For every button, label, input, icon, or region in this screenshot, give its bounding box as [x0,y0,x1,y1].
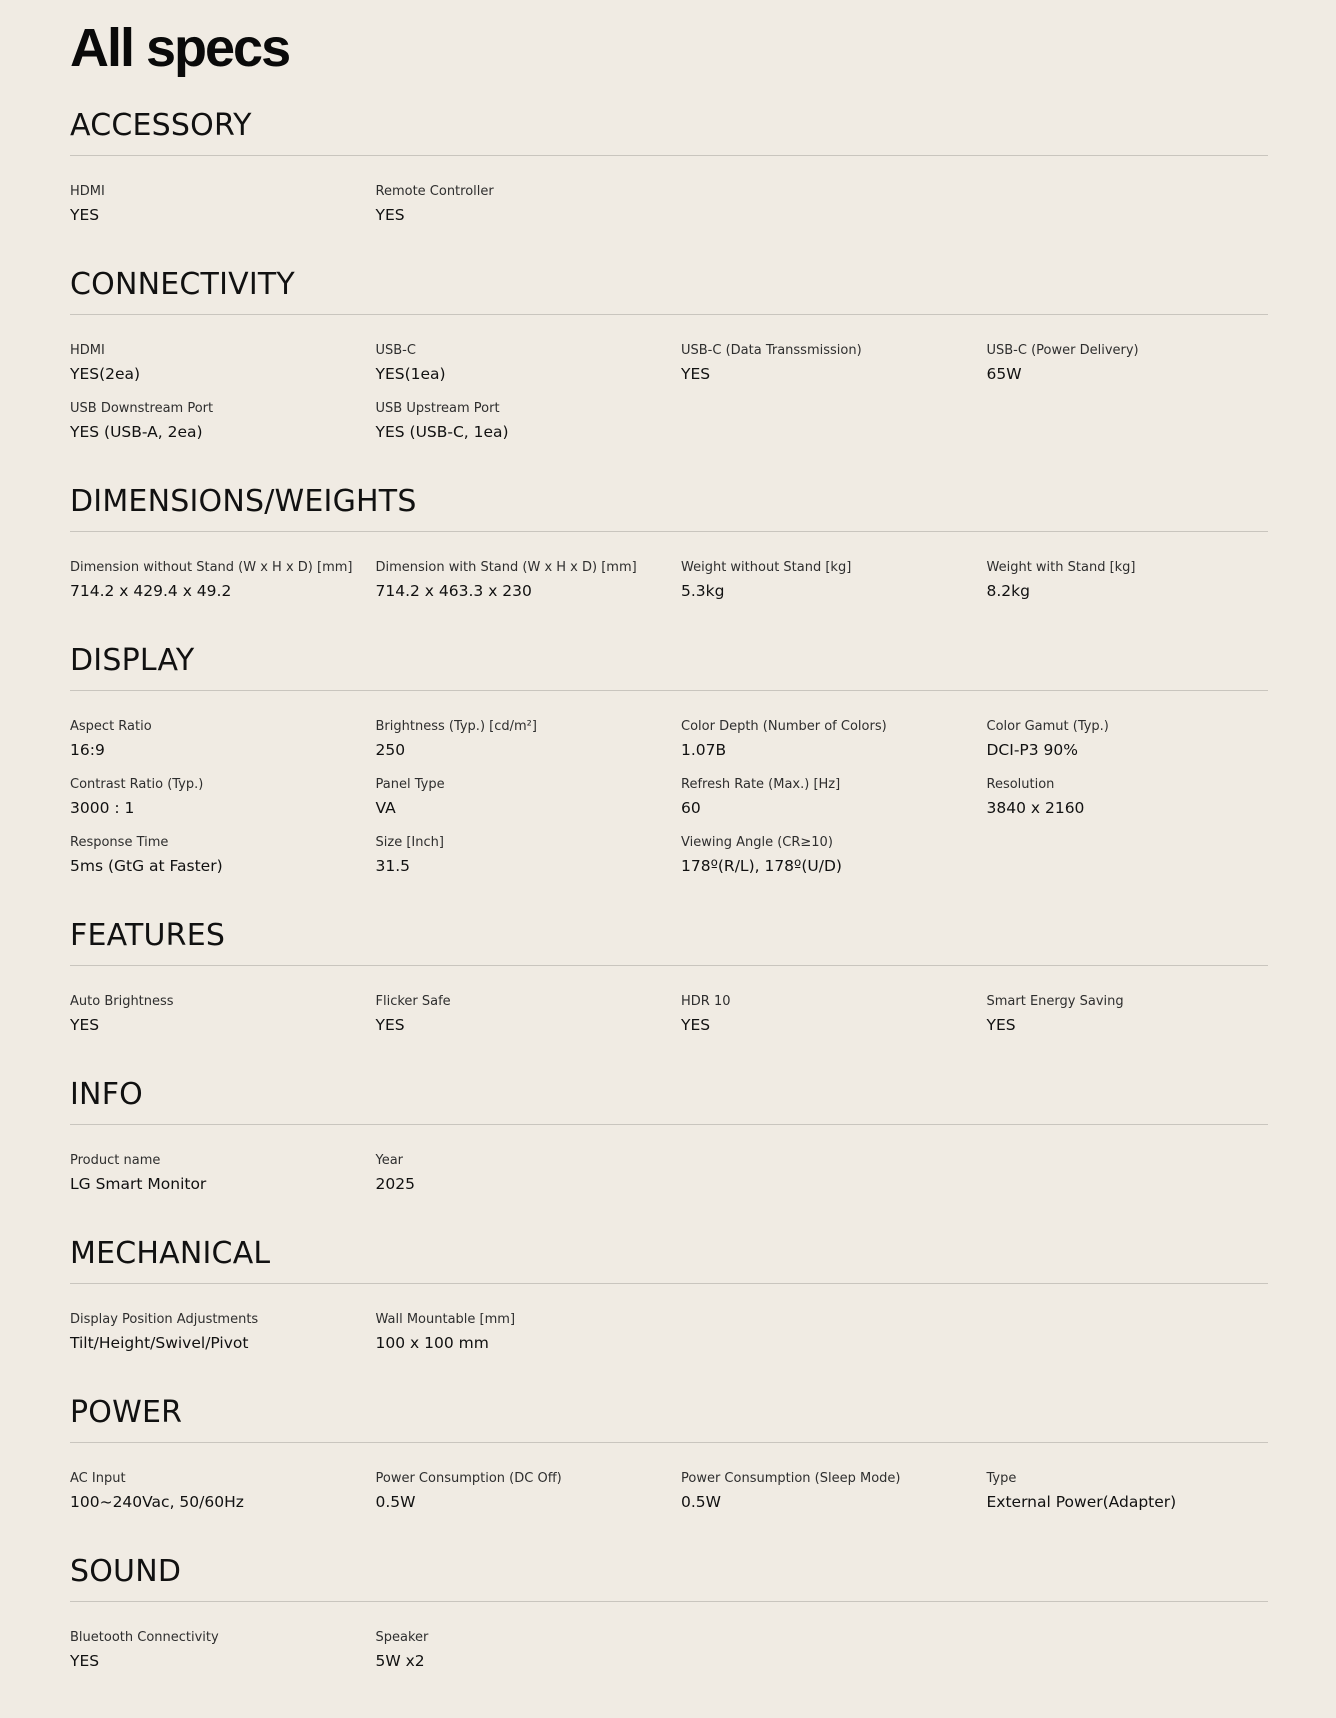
spec-value: 714.2 x 429.4 x 49.2 [70,582,232,600]
spec-label: Smart Energy Saving [986,994,1124,1009]
spec-item [376,559,682,601]
spec-label: Brightness (Typ.) [cd/m²] [375,719,537,734]
spec-value: YES [70,1652,100,1670]
spec-value: 0.5W [681,1493,721,1511]
section-divider [70,531,1268,532]
spec-item [376,400,682,442]
spec-item [987,776,1269,818]
section-title: DIMENSIONS/WEIGHTS [70,484,417,519]
spec-label: USB Downstream Port [70,401,214,416]
spec-item [987,718,1269,760]
spec-item [70,718,376,760]
spec-grid [70,993,1268,1035]
page-title: All specs [70,18,290,78]
spec-value: 1.07B [681,741,727,759]
spec-label: Response Time [70,835,169,850]
spec-value: VA [375,799,396,817]
spec-item [376,342,682,384]
spec-label: Refresh Rate (Max.) [Hz] [681,777,841,792]
section-divider [70,1442,1268,1443]
spec-value: YES [681,365,711,383]
spec-label: Product name [70,1153,161,1168]
spec-value: 3000 : 1 [70,799,135,817]
spec-value: 100~240Vac, 50/60Hz [70,1493,244,1511]
spec-item [681,718,987,760]
spec-item [70,559,376,601]
spec-label: Year [375,1153,404,1168]
spec-grid [70,342,1268,442]
spec-label: Remote Controller [375,184,494,199]
spec-label: Resolution [986,777,1055,792]
spec-section-mechanical [70,1234,1268,1353]
spec-item [70,776,376,818]
spec-item [376,776,682,818]
spec-item [70,342,376,384]
section-title: FEATURES [70,918,226,953]
spec-value: LG Smart Monitor [70,1175,207,1193]
spec-item [376,1629,682,1671]
section-title: DISPLAY [70,643,195,678]
section-divider [70,155,1268,156]
spec-item [376,718,682,760]
spec-value: 178º(R/L), 178º(U/D) [681,857,842,875]
section-divider [70,965,1268,966]
spec-value: YES (USB-A, 2ea) [70,423,203,441]
spec-item [681,834,987,876]
spec-value: YES [375,1016,405,1034]
section-divider [70,314,1268,315]
spec-value: 100 x 100 mm [375,1334,489,1352]
spec-item [987,1470,1269,1512]
section-title: CONNECTIVITY [70,267,295,302]
spec-section-info [70,1075,1268,1194]
spec-value: YES [986,1016,1016,1034]
spec-label: Color Gamut (Typ.) [986,719,1109,734]
spec-item [70,834,376,876]
spec-item [987,559,1269,601]
spec-label: Color Depth (Number of Colors) [681,719,887,734]
spec-value: 3840 x 2160 [986,799,1085,817]
spec-label: Weight with Stand [kg] [986,560,1136,575]
spec-item [987,993,1269,1035]
spec-value: 5ms (GtG at Faster) [70,857,223,875]
spec-grid [70,559,1268,601]
spec-label: Display Position Adjustments [70,1312,259,1327]
spec-item [70,993,376,1035]
spec-label: Type [986,1471,1017,1486]
spec-label: USB-C (Power Delivery) [986,343,1139,358]
spec-value: 31.5 [375,857,411,875]
spec-item [70,1311,376,1353]
section-divider [70,1124,1268,1125]
spec-section-accessory [70,106,1268,225]
spec-value: DCI-P3 90% [986,741,1079,759]
spec-section-connectivity [70,265,1268,442]
spec-value: External Power(Adapter) [986,1493,1177,1511]
spec-section-dimensions-weights [70,482,1268,601]
spec-value: YES(2ea) [70,365,141,383]
section-divider [70,1283,1268,1284]
spec-section-features [70,916,1268,1035]
spec-item [70,1629,376,1671]
spec-grid [70,1629,1268,1671]
spec-value: 65W [986,365,1022,383]
spec-label: Size [Inch] [375,835,444,850]
spec-label: Weight without Stand [kg] [681,560,852,575]
spec-value: YES(1ea) [375,365,446,383]
section-title: SOUND [70,1554,182,1589]
spec-value: 250 [375,741,406,759]
section-title: MECHANICAL [70,1236,271,1271]
spec-section-power [70,1393,1268,1512]
spec-item [681,1470,987,1512]
spec-item [987,342,1269,384]
spec-section-sound [70,1552,1268,1671]
spec-label: Dimension with Stand (W x H x D) [mm] [375,560,637,575]
spec-label: Speaker [375,1630,429,1645]
spec-label: Panel Type [375,777,445,792]
spec-label: Flicker Safe [375,994,451,1009]
spec-value: 2025 [375,1175,415,1193]
spec-value: 8.2kg [986,582,1030,600]
spec-item [681,993,987,1035]
spec-item [70,400,376,442]
spec-label: USB-C [375,343,416,358]
spec-item [70,1152,376,1194]
spec-label: Dimension without Stand (W x H x D) [mm] [70,560,353,575]
spec-value: 0.5W [375,1493,416,1511]
spec-value: 5W x2 [375,1652,425,1670]
spec-label: Contrast Ratio (Typ.) [70,777,204,792]
spec-item [70,1470,376,1512]
section-title: ACCESSORY [70,108,252,143]
spec-value: YES [70,1016,100,1034]
spec-label: HDR 10 [681,994,731,1009]
spec-item [376,1152,682,1194]
section-divider [70,690,1268,691]
spec-value: YES [681,1016,711,1034]
spec-item [70,183,376,225]
spec-item [681,342,987,384]
spec-label: Bluetooth Connectivity [70,1630,219,1645]
spec-value: YES [375,206,405,224]
spec-label: HDMI [70,343,105,358]
spec-value: 714.2 x 463.3 x 230 [375,582,532,600]
spec-grid [70,718,1268,876]
section-divider [70,1601,1268,1602]
spec-grid [70,183,1268,225]
spec-label: AC Input [70,1471,126,1486]
spec-label: HDMI [70,184,105,199]
spec-label: Power Consumption (DC Off) [375,1471,562,1486]
spec-value: 5.3kg [681,582,725,600]
spec-item [376,1311,682,1353]
spec-item [376,183,682,225]
spec-value: 16:9 [70,741,105,759]
spec-item [376,1470,682,1512]
spec-label: Power Consumption (Sleep Mode) [681,1471,901,1486]
spec-label: Wall Mountable [mm] [375,1312,516,1327]
spec-item [681,776,987,818]
section-title: POWER [70,1395,183,1430]
spec-value: YES [70,206,100,224]
spec-grid [70,1152,1268,1194]
spec-section-display [70,641,1268,876]
spec-value: 60 [681,799,701,817]
section-title: INFO [70,1077,143,1112]
spec-label: Auto Brightness [70,994,174,1009]
spec-grid [70,1311,1268,1353]
spec-value: YES (USB-C, 1ea) [375,423,509,441]
spec-item [681,559,987,601]
spec-value: Tilt/Height/Swivel/Pivot [70,1334,249,1352]
spec-grid [70,1470,1268,1512]
spec-item [376,993,682,1035]
spec-label: Viewing Angle (CR≥10) [681,835,833,850]
spec-label: USB Upstream Port [375,401,500,416]
spec-label: Aspect Ratio [70,719,152,734]
spec-label: USB-C (Data Transsmission) [681,343,862,358]
spec-item [376,834,682,876]
